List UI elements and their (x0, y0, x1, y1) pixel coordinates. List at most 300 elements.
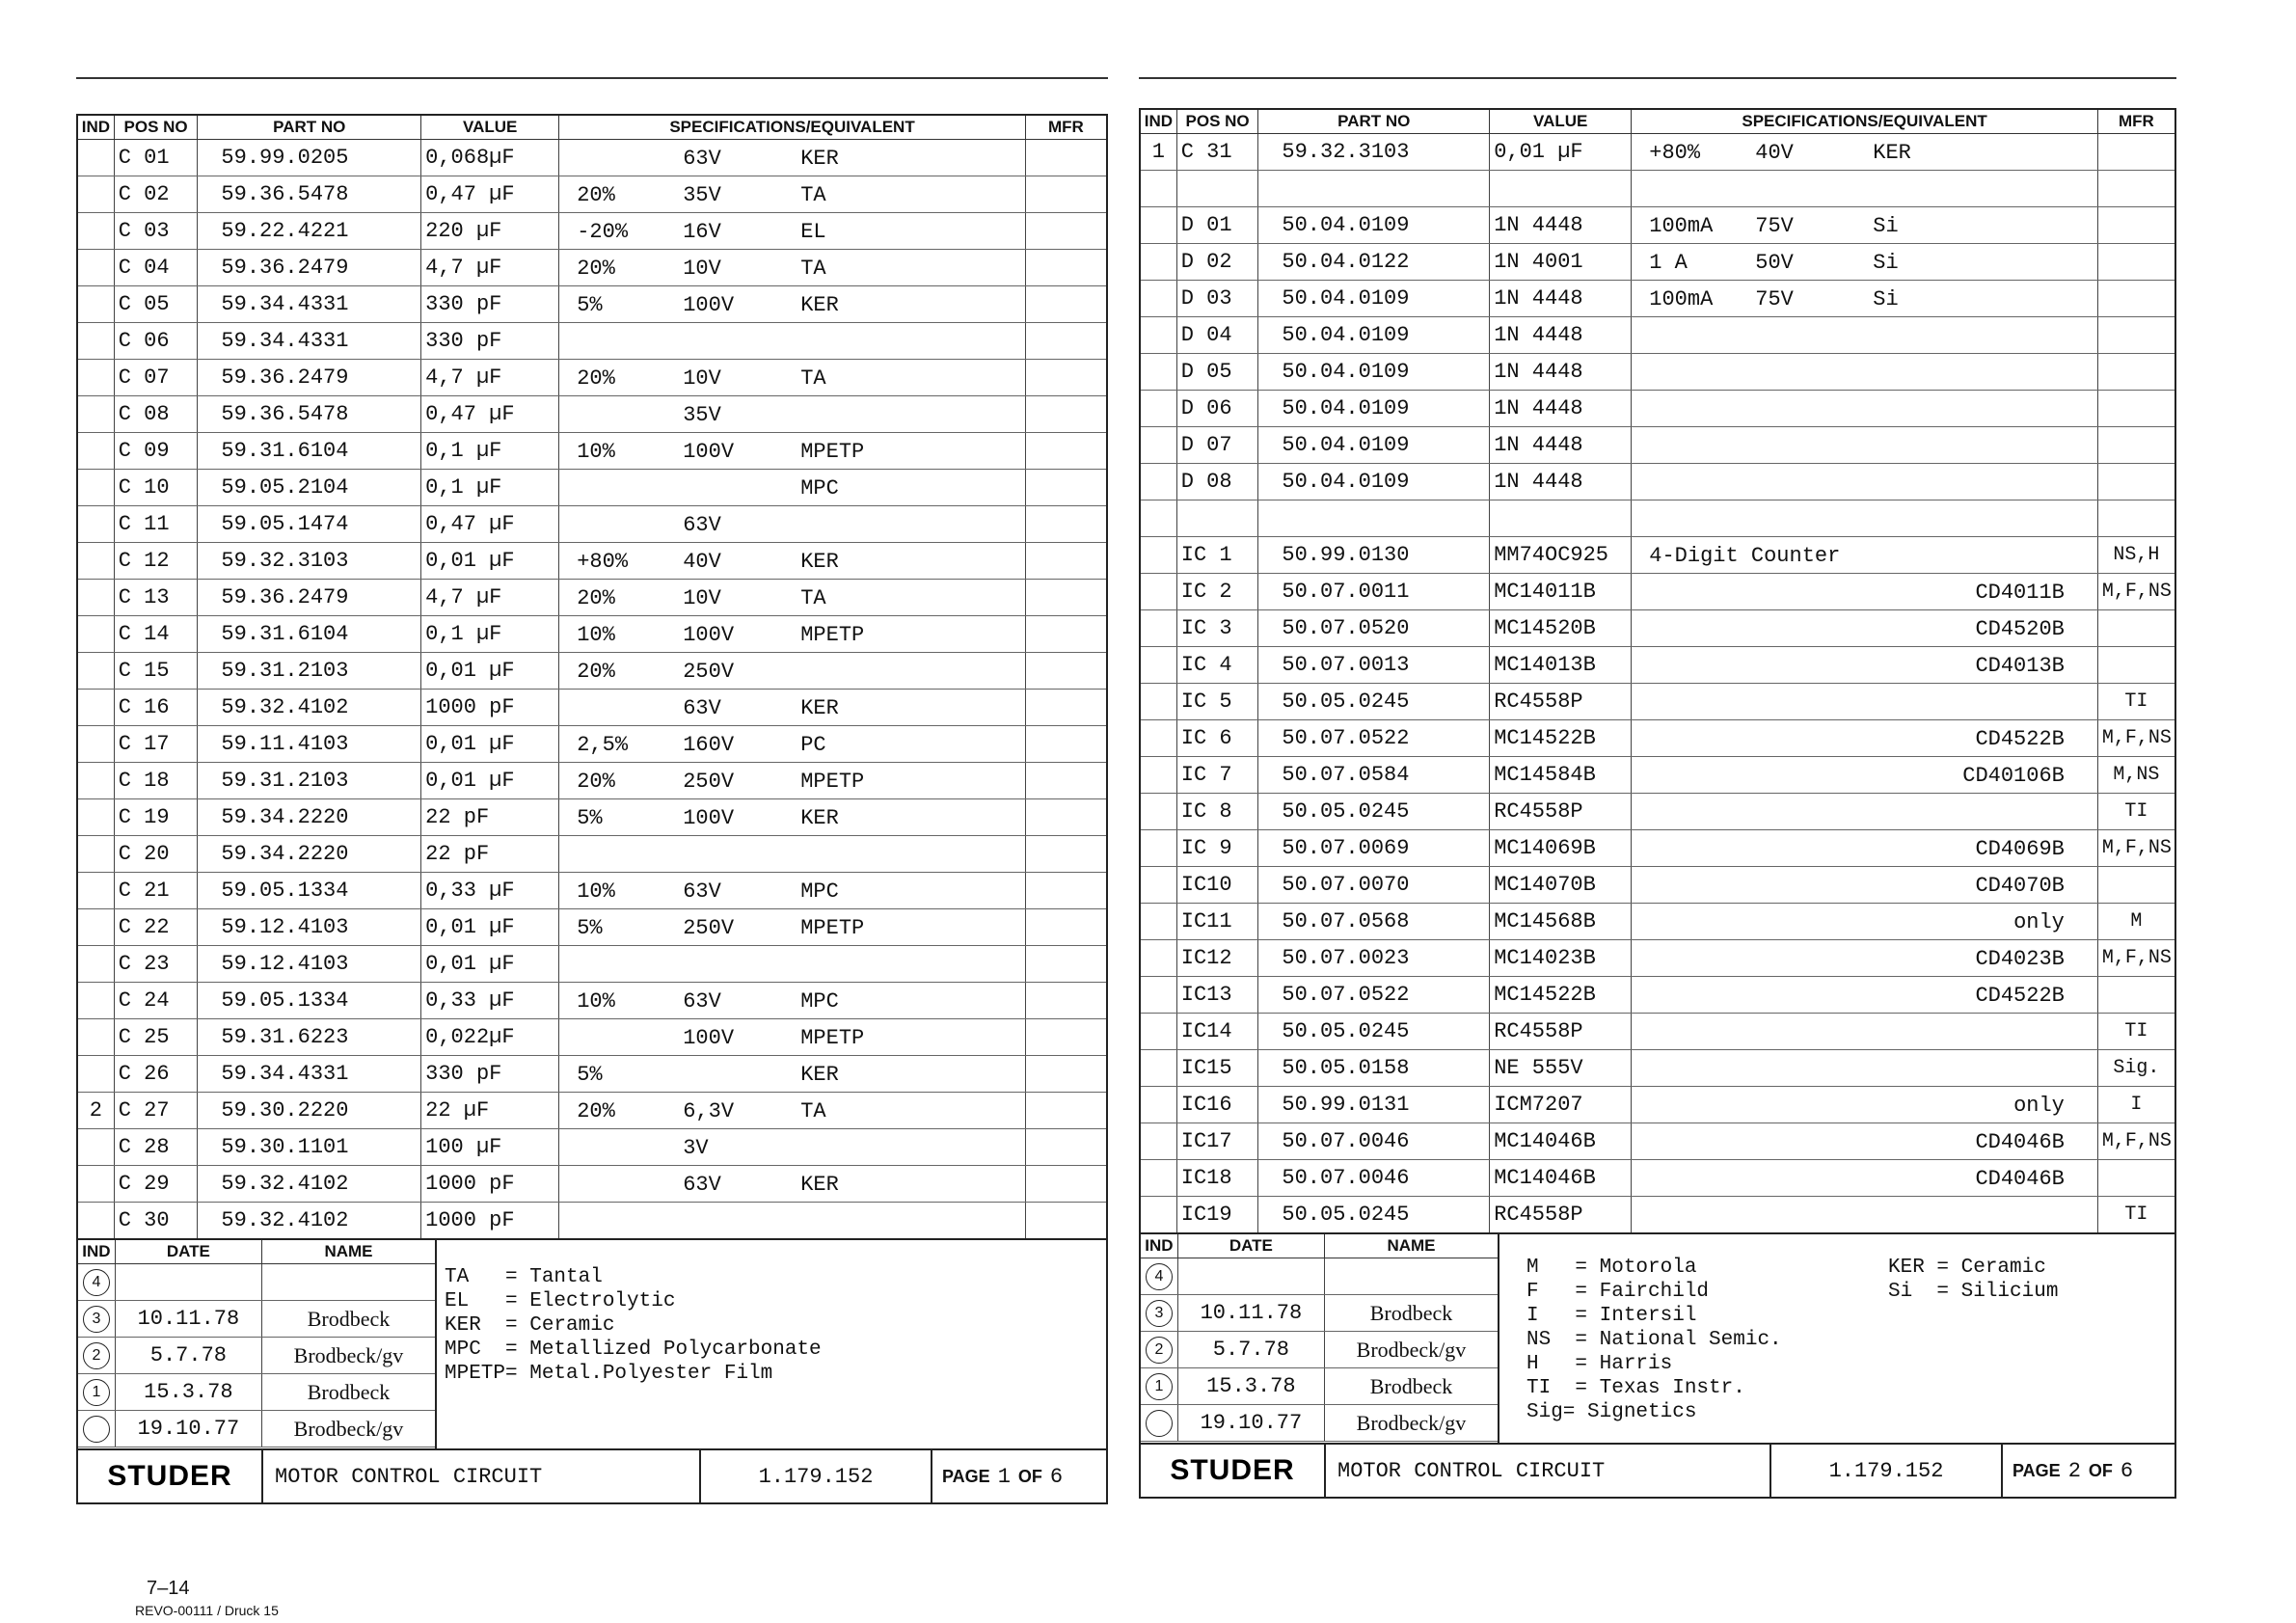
cell-ind (77, 470, 114, 506)
cell-ind (1140, 207, 1176, 244)
cell-pos: IC 8 (1176, 794, 1258, 830)
cell-value: MC14011B (1490, 574, 1632, 610)
table-row (77, 250, 1107, 286)
cell-pos: C 15 (114, 653, 198, 690)
spec-voltage: 250V (683, 660, 735, 684)
cell-mfr (1025, 286, 1107, 323)
cell-ind (1140, 500, 1176, 537)
table-row (77, 213, 1107, 250)
cell-value: 0,022µF (421, 1019, 559, 1056)
spec-equivalent: only (2013, 910, 2065, 934)
spec-voltage: 160V (683, 733, 735, 757)
cell-part: 50.07.0070 (1258, 867, 1490, 904)
cell-spec (559, 726, 1026, 763)
cell-pos: C 06 (114, 323, 198, 360)
spec-voltage: 250V (683, 916, 735, 940)
cell-part: 59.11.4103 (198, 726, 421, 763)
revision-index-circle: 2 (1146, 1337, 1173, 1364)
cell-mfr (1025, 836, 1107, 873)
spec-type: KER (800, 696, 839, 720)
revision-date: 5.7.78 (1177, 1332, 1324, 1367)
spec-type: TA (800, 183, 826, 207)
table-row (1140, 1050, 2175, 1087)
cell-ind (77, 726, 114, 763)
cell-spec (1632, 647, 2098, 684)
cell-pos: C 28 (114, 1129, 198, 1166)
revision-row (78, 1264, 435, 1301)
cell-mfr (1025, 580, 1107, 616)
cell-ind (1140, 244, 1176, 281)
cell-spec (1632, 537, 2098, 574)
cell-ind (1140, 647, 1176, 684)
table-row (77, 1203, 1107, 1240)
table-row (77, 1166, 1107, 1203)
table-row (77, 983, 1107, 1019)
cell-spec (1632, 427, 2098, 464)
cell-mfr (2097, 281, 2175, 317)
parts-table-1 (76, 114, 1108, 1240)
revision-header (1141, 1234, 1498, 1258)
table-row (1140, 647, 2175, 684)
spec-tolerance: 1 A (1649, 251, 1688, 275)
spec-type: Si (1873, 287, 1899, 311)
table-row (77, 799, 1107, 836)
table-header (77, 115, 1107, 140)
cell-pos: C 31 (1176, 134, 1258, 171)
page-total: 6 (1049, 1464, 1064, 1489)
cell-pos: C 22 (114, 909, 198, 946)
table-row (77, 1093, 1107, 1129)
header-ind: IND (1140, 109, 1176, 134)
cell-value: 1N 4448 (1490, 391, 1632, 427)
revision-index-circle: 4 (83, 1269, 110, 1296)
cell-value: 4,7 µF (421, 580, 559, 616)
cell-ind (77, 1056, 114, 1093)
cell-spec (559, 836, 1026, 873)
cell-spec (559, 323, 1026, 360)
cell-part: 59.30.1101 (198, 1129, 421, 1166)
spec-tolerance: 5% (577, 806, 603, 830)
studer-logo: STUDER (107, 1460, 232, 1492)
cell-part: 59.05.1334 (198, 983, 421, 1019)
rev-header-name: NAME (1324, 1234, 1498, 1258)
revision-date: 10.11.78 (115, 1301, 261, 1337)
cell-spec (559, 396, 1026, 433)
spec-voltage: 10V (683, 257, 721, 281)
cell-mfr (2097, 171, 2175, 207)
cell-ind (1140, 940, 1176, 977)
cell-pos: IC18 (1176, 1160, 1258, 1197)
revision-index-circle: 1 (83, 1379, 110, 1406)
cell-mfr (2097, 354, 2175, 391)
cell-part: 50.05.0245 (1258, 1197, 1490, 1234)
spec-type: KER (800, 147, 839, 171)
header-part: PART NO (198, 115, 421, 140)
cell-ind (77, 1129, 114, 1166)
cell-spec (1632, 757, 2098, 794)
spec-type: EL (800, 220, 826, 244)
revision-row (78, 1374, 435, 1411)
revision-name: Brodbeck (261, 1374, 435, 1410)
cell-value: 330 pF (421, 323, 559, 360)
cell-mfr (1025, 506, 1107, 543)
table-row (1140, 940, 2175, 977)
cell-value: ICM7207 (1490, 1087, 1632, 1123)
spec-tolerance: +80% (1649, 141, 1701, 165)
cell-mfr (1025, 140, 1107, 176)
revision-name: Brodbeck (1324, 1295, 1498, 1331)
cell-spec (1632, 391, 2098, 427)
cell-spec (1632, 134, 2098, 171)
cell-part: 50.05.0158 (1258, 1050, 1490, 1087)
cell-spec (1632, 830, 2098, 867)
cell-part: 59.36.2479 (198, 360, 421, 396)
cell-mfr (2097, 391, 2175, 427)
cell-mfr (1025, 690, 1107, 726)
cell-ind (77, 690, 114, 726)
table-row (77, 1056, 1107, 1093)
spec-tolerance: 20% (577, 660, 615, 684)
spec-equivalent: CD4522B (1975, 984, 2065, 1008)
spec-equivalent: CD4522B (1975, 727, 2065, 751)
cell-part: 50.05.0245 (1258, 1014, 1490, 1050)
table-row (1140, 574, 2175, 610)
cell-spec (1632, 794, 2098, 830)
cell-value: 1N 4448 (1490, 354, 1632, 391)
table-row (1140, 464, 2175, 500)
cell-pos: C 21 (114, 873, 198, 909)
cell-value: MC14046B (1490, 1123, 1632, 1160)
cell-part: 59.32.3103 (1258, 134, 1490, 171)
table-row (1140, 794, 2175, 830)
cell-value: 1N 4448 (1490, 281, 1632, 317)
revision-name: Brodbeck (1324, 1368, 1498, 1404)
cell-pos: D 08 (1176, 464, 1258, 500)
cell-ind (1140, 610, 1176, 647)
cell-mfr: M,F,NS (2097, 940, 2175, 977)
cell-ind (77, 983, 114, 1019)
cell-part: 50.04.0109 (1258, 464, 1490, 500)
cell-pos: D 05 (1176, 354, 1258, 391)
cell-ind (1140, 720, 1176, 757)
cell-pos: D 03 (1176, 281, 1258, 317)
cell-ind (1140, 1014, 1176, 1050)
cell-ind (77, 286, 114, 323)
table-row (1140, 317, 2175, 354)
cell-value: 0,01 µF (421, 946, 559, 983)
cell-spec (1632, 354, 2098, 391)
of-label: OF (2088, 1460, 2113, 1480)
spec-voltage: 10V (683, 586, 721, 610)
cell-ind (77, 909, 114, 946)
abbreviation-legend: TA = Tantal EL = Electrolytic KER = Ceramic MPC = Metallized Polycarbonate MPETP= Metal.Polyester Film (445, 1266, 822, 1385)
cell-spec (1632, 1123, 2098, 1160)
table-row (77, 726, 1107, 763)
cell-mfr (1025, 1166, 1107, 1203)
cell-ind: 2 (77, 1093, 114, 1129)
cell-value: 0,47 µF (421, 396, 559, 433)
revision-index-circle: 1 (1146, 1373, 1173, 1400)
table-row (1140, 281, 2175, 317)
spec-voltage: 100V (683, 440, 735, 464)
cell-value: 0,33 µF (421, 873, 559, 909)
cell-mfr (2097, 977, 2175, 1014)
revision-name (1324, 1258, 1498, 1294)
cell-spec (1632, 1050, 2098, 1087)
table-row (77, 396, 1107, 433)
cell-part: 50.07.0584 (1258, 757, 1490, 794)
spec-voltage: 16V (683, 220, 721, 244)
cell-part: 59.22.4221 (198, 213, 421, 250)
cell-pos: C 09 (114, 433, 198, 470)
cell-ind (1140, 1050, 1176, 1087)
revision-row (1141, 1368, 1498, 1405)
cell-pos: IC16 (1176, 1087, 1258, 1123)
table-row (1140, 207, 2175, 244)
revision-row (78, 1301, 435, 1338)
cell-mfr (1025, 543, 1107, 580)
cell-value: 4,7 µF (421, 360, 559, 396)
cell-pos: C 19 (114, 799, 198, 836)
cell-ind (1140, 171, 1176, 207)
cell-pos: IC 6 (1176, 720, 1258, 757)
cell-part: 59.12.4103 (198, 909, 421, 946)
cell-spec (1632, 171, 2098, 207)
cell-mfr (1025, 1093, 1107, 1129)
cell-ind (77, 323, 114, 360)
cell-pos: IC 2 (1176, 574, 1258, 610)
footer-block-2 (1139, 1234, 2176, 1499)
cell-ind (77, 653, 114, 690)
cell-pos: IC19 (1176, 1197, 1258, 1234)
page-total: 6 (2120, 1458, 2134, 1483)
cell-part: 50.04.0109 (1258, 354, 1490, 391)
table-row (77, 580, 1107, 616)
cell-mfr (2097, 134, 2175, 171)
cell-part: 59.32.4102 (198, 1166, 421, 1203)
table-row (1140, 977, 2175, 1014)
cell-value: 22 pF (421, 799, 559, 836)
cell-ind (1140, 537, 1176, 574)
cell-spec (559, 1019, 1026, 1056)
table-row (1140, 1087, 2175, 1123)
spec-type: KER (1873, 141, 1911, 165)
spec-voltage: 63V (683, 989, 721, 1014)
cell-ind (1140, 317, 1176, 354)
cell-ind (1140, 464, 1176, 500)
cell-value: MC14522B (1490, 720, 1632, 757)
cell-value: 0,01 µF (421, 653, 559, 690)
cell-spec (1632, 574, 2098, 610)
cell-ind (1140, 830, 1176, 867)
cell-mfr: M,F,NS (2097, 830, 2175, 867)
cell-ind (1140, 1123, 1176, 1160)
cell-part: 50.99.0131 (1258, 1087, 1490, 1123)
cell-mfr: M (2097, 904, 2175, 940)
cell-part: 50.99.0130 (1258, 537, 1490, 574)
cell-spec (1632, 317, 2098, 354)
cell-pos: D 01 (1176, 207, 1258, 244)
cell-mfr (1025, 1056, 1107, 1093)
spec-voltage: 63V (683, 513, 721, 537)
cell-pos: C 08 (114, 396, 198, 433)
cell-part: 59.12.4103 (198, 946, 421, 983)
cell-spec (1632, 684, 2098, 720)
cell-part: 59.31.6223 (198, 1019, 421, 1056)
cell-value: 1000 pF (421, 1203, 559, 1240)
cell-ind (77, 250, 114, 286)
table-row (77, 286, 1107, 323)
cell-ind (1140, 684, 1176, 720)
rev-header-name: NAME (261, 1240, 435, 1263)
cell-ind (77, 616, 114, 653)
top-rule-right (1139, 77, 2176, 79)
spec-type: Si (1873, 251, 1899, 275)
spec-type: KER (800, 293, 839, 317)
cell-value: MC14584B (1490, 757, 1632, 794)
header-pos: POS NO (1176, 109, 1258, 134)
spec-tolerance: 5% (577, 293, 603, 317)
cell-value: 0,068µF (421, 140, 559, 176)
table-row (77, 506, 1107, 543)
rev-header-date: DATE (115, 1240, 261, 1263)
header-value: VALUE (421, 115, 559, 140)
cell-value: MC14568B (1490, 904, 1632, 940)
revision-date: 10.11.78 (1177, 1295, 1324, 1331)
table-row (1140, 720, 2175, 757)
revision-row (78, 1338, 435, 1374)
table-row (77, 653, 1107, 690)
cell-part (1258, 171, 1490, 207)
cell-spec (559, 1093, 1026, 1129)
cell-mfr (1025, 433, 1107, 470)
cell-part: 50.07.0011 (1258, 574, 1490, 610)
cell-value: 1N 4448 (1490, 427, 1632, 464)
table-row (1140, 427, 2175, 464)
spec-tolerance: 10% (577, 440, 615, 464)
spec-type: MPETP (800, 1026, 865, 1050)
revision-date: 19.10.77 (1177, 1405, 1324, 1441)
cell-part: 59.31.6104 (198, 433, 421, 470)
header-part: PART NO (1258, 109, 1490, 134)
header-spec: SPECIFICATIONS/EQUIVALENT (559, 115, 1026, 140)
cell-part: 59.36.2479 (198, 250, 421, 286)
cell-pos (1176, 171, 1258, 207)
cell-value: MM74OC925 (1490, 537, 1632, 574)
revision-date (1177, 1258, 1324, 1294)
table-row (77, 836, 1107, 873)
page-label: PAGE (942, 1466, 990, 1486)
revision-table (1141, 1234, 1499, 1445)
revision-name: Brodbeck/gv (1324, 1332, 1498, 1367)
cell-pos: C 14 (114, 616, 198, 653)
spec-type: KER (800, 806, 839, 830)
header-mfr: MFR (2097, 109, 2175, 134)
cell-value: RC4558P (1490, 1014, 1632, 1050)
spec-equivalent: CD4046B (1975, 1130, 2065, 1154)
cell-value: 22 µF (421, 1093, 559, 1129)
cell-part: 59.30.2220 (198, 1093, 421, 1129)
cell-mfr (1025, 946, 1107, 983)
cell-pos: IC 9 (1176, 830, 1258, 867)
cell-value: 1N 4448 (1490, 207, 1632, 244)
spec-voltage: 75V (1755, 214, 1794, 238)
cell-ind (1140, 794, 1176, 830)
cell-pos: C 03 (114, 213, 198, 250)
spec-voltage: 100V (683, 806, 735, 830)
cell-part: 50.04.0109 (1258, 207, 1490, 244)
cell-pos: D 07 (1176, 427, 1258, 464)
cell-mfr (1025, 983, 1107, 1019)
table-row (1140, 867, 2175, 904)
table-row (77, 616, 1107, 653)
spec-tolerance: 5% (577, 1063, 603, 1087)
cell-mfr (1025, 909, 1107, 946)
revision-index-circle: 4 (1146, 1263, 1173, 1290)
cell-spec (1632, 977, 2098, 1014)
header-spec: SPECIFICATIONS/EQUIVALENT (1632, 109, 2098, 134)
cell-ind (1140, 391, 1176, 427)
cell-mfr (2097, 647, 2175, 684)
cell-ind (77, 433, 114, 470)
cell-mfr (1025, 616, 1107, 653)
spec-voltage: 35V (683, 183, 721, 207)
revision-row (78, 1411, 435, 1447)
page-indicator (931, 1450, 1106, 1502)
table-row (77, 763, 1107, 799)
cell-ind (1140, 1197, 1176, 1234)
cell-spec (1632, 904, 2098, 940)
cell-ind (77, 176, 114, 213)
cell-mfr (1025, 396, 1107, 433)
spec-voltage: 250V (683, 770, 735, 794)
spec-voltage: 6,3V (683, 1099, 735, 1123)
spec-type: MPETP (800, 916, 865, 940)
table-row (1140, 757, 2175, 794)
table-row (77, 323, 1107, 360)
cell-mfr (1025, 726, 1107, 763)
cell-pos: IC 7 (1176, 757, 1258, 794)
table-row (77, 470, 1107, 506)
cell-part: 50.07.0046 (1258, 1160, 1490, 1197)
cell-pos: C 02 (114, 176, 198, 213)
cell-ind (77, 836, 114, 873)
spec-equivalent: CD4046B (1975, 1167, 2065, 1191)
cell-mfr (1025, 1019, 1107, 1056)
cell-value: MC14522B (1490, 977, 1632, 1014)
cell-pos: IC17 (1176, 1123, 1258, 1160)
table-row (1140, 391, 2175, 427)
cell-pos: C 24 (114, 983, 198, 1019)
spec-type: Si (1873, 214, 1899, 238)
parts-page-2 (1139, 108, 2176, 1499)
cell-mfr: TI (2097, 1014, 2175, 1050)
cell-part: 59.31.6104 (198, 616, 421, 653)
cell-mfr: I (2097, 1087, 2175, 1123)
cell-ind (1140, 574, 1176, 610)
cell-spec (559, 506, 1026, 543)
cell-mfr: M,F,NS (2097, 574, 2175, 610)
cell-spec (559, 1129, 1026, 1166)
cell-pos: IC13 (1176, 977, 1258, 1014)
cell-spec (559, 983, 1026, 1019)
spec-voltage: 63V (683, 147, 721, 171)
cell-pos: D 04 (1176, 317, 1258, 354)
cell-value: MC14069B (1490, 830, 1632, 867)
cell-pos: IC11 (1176, 904, 1258, 940)
cell-spec (559, 909, 1026, 946)
cell-ind (77, 396, 114, 433)
